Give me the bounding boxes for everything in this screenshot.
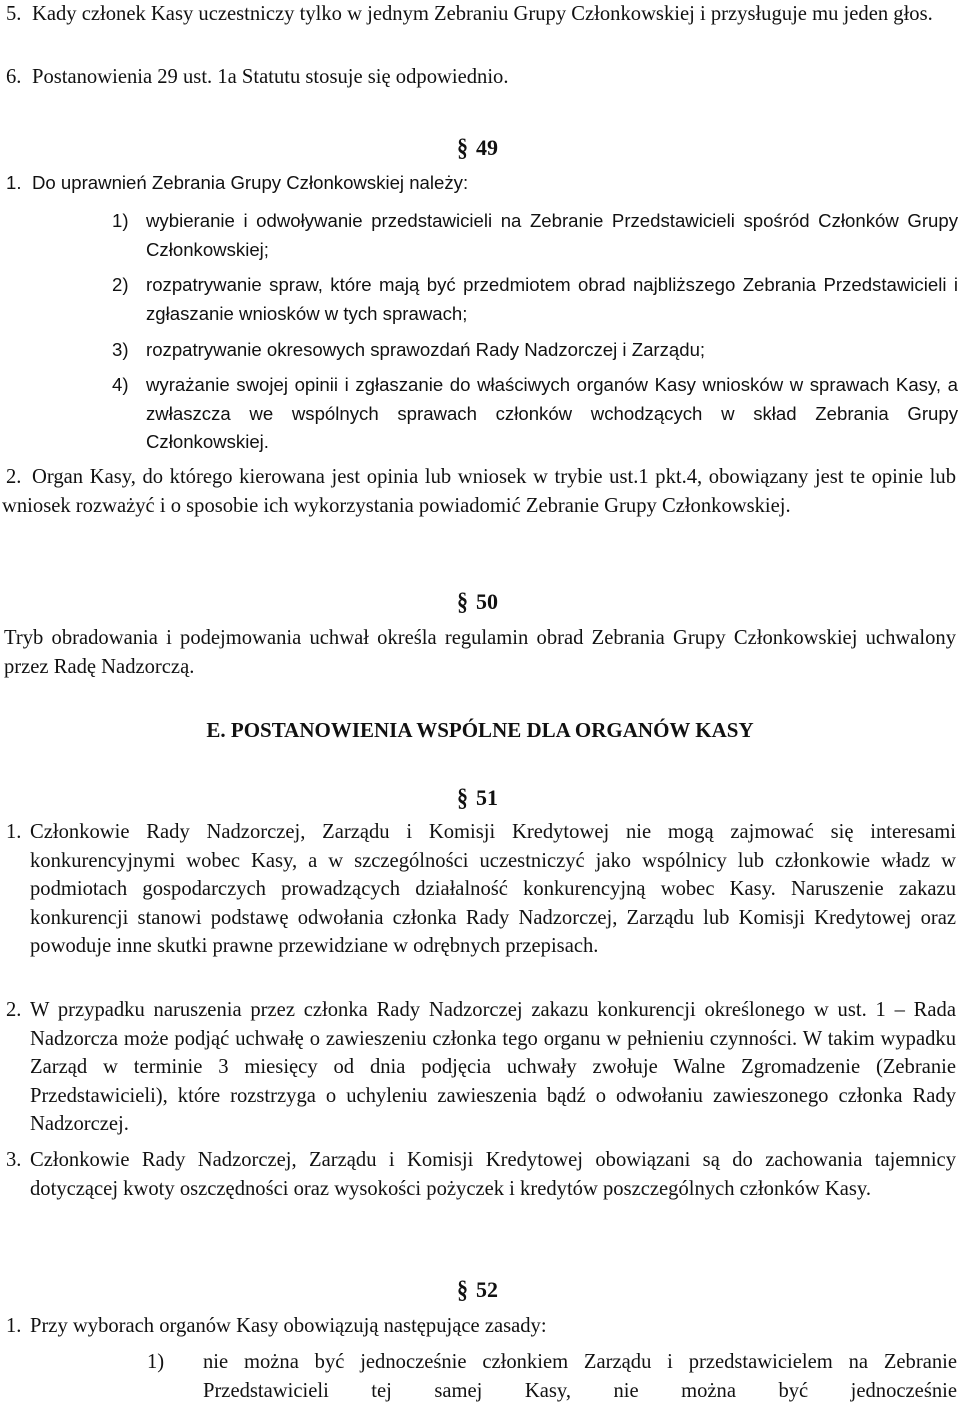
paragraph-number: 2. xyxy=(6,466,22,488)
s51-paragraph-1 xyxy=(6,818,956,961)
item-text: wybieranie i odwoływanie przedstawicieli na Zebranie Przedstawicieli spośród Członków Grupy Członkowskiej; xyxy=(146,210,958,260)
s50-paragraph: Tryb obradowania i podejmowania uchwał określa regulamin obrad Zebrania Grupy Członkowskiej uchwalony przez Radę Nadzorczą. xyxy=(4,627,956,678)
s51-paragraph-2 xyxy=(6,996,956,1139)
section-heading-49 xyxy=(457,134,498,163)
s49-paragraph-2 xyxy=(2,463,956,520)
paragraph-number: 1. xyxy=(6,172,22,193)
item-number: 4) xyxy=(112,374,129,395)
section-sign: § xyxy=(457,1275,468,1304)
item-number: 1) xyxy=(112,210,129,231)
paragraph-text: Przy wyborach organów Kasy obowiązują następujące zasady: xyxy=(30,1315,547,1337)
s49-item-1 xyxy=(112,207,958,264)
paragraph-text: Członkowie Rady Nadzorczej, Zarządu i Komisji Kredytowej obowiązani są do zachowania tajemnicy dotyczącej kwoty oszczędności oraz wysokości pożyczek i kredytów poszczególnych członków Kasy. xyxy=(30,1149,956,1200)
section-sign: § xyxy=(457,133,468,162)
item-number: 2) xyxy=(112,274,129,295)
s51-paragraph-3 xyxy=(6,1146,956,1203)
item-number: 1) xyxy=(147,1351,165,1373)
paragraph-number: 1. xyxy=(6,821,22,843)
paragraph-text: Do uprawnień Zebrania Grupy Członkowskiej należy: xyxy=(32,172,469,193)
section-number: 50 xyxy=(476,589,498,614)
paragraph-text: Członkowie Rady Nadzorczej, Zarządu i Komisji Kredytowej nie mogą zajmować się interesami konkurencyjnymi wobec Kasy, a w szczególności uczestniczyć jako wspólnicy lub członkowie władz w podmiotach gospodarczych prowadzących działalność konkurencyjną wobec Kasy. Naruszenie zakazu konkurencji stanowi podstawę odwołania członka Rady Nadzorczej, Zarządu lub Komisji Kredytowej oraz powoduje inne skutki prawne przewidziane w odrębnych przepisach. xyxy=(30,821,956,958)
paragraph-number: 5. xyxy=(6,3,22,25)
item-text: nie można być jednocześnie członkiem Zarządu i przedstawicielem na Zebranie Przedstawicieli tej samej Kasy, nie można być jednocześnie xyxy=(203,1351,957,1402)
s49-item-2 xyxy=(112,271,958,328)
section-heading-51 xyxy=(457,784,498,813)
section-sign: § xyxy=(457,783,468,812)
s52-paragraph-1 xyxy=(6,1312,956,1341)
item-text: rozpatrywanie okresowych sprawozdań Rady Nadzorczej i Zarządu; xyxy=(146,339,706,360)
section-sign: § xyxy=(457,587,468,616)
paragraph-text: Organ Kasy, do którego kierowana jest opinia lub wniosek w trybie ust.1 pkt.4, obowiązany jest te opinie lub wniosek rozważyć i o sposobie ich wykorzystania powiadomić Zebranie Grupy Członkowskiej. xyxy=(2,466,956,517)
item-text: wyrażanie swojej opinii i zgłaszanie do właściwych organów Kasy wniosków w sprawach Kasy, a zwłaszcza we wspólnych sprawach członków wchodzących w skład Zebrania Grupy Członkowskiej. xyxy=(146,374,958,453)
item-text: rozpatrywanie spraw, które mają być przedmiotem obrad najbliższego Zebrania Przedstawicieli i zgłaszanie wniosków w tych sprawach; xyxy=(146,274,958,324)
paragraph-5 xyxy=(6,0,956,29)
s52-item-1 xyxy=(147,1348,957,1405)
chapter-heading: E. POSTANOWIENIA WSPÓLNE DLA ORGANÓW KASY xyxy=(206,718,754,742)
section-heading-52 xyxy=(457,1276,498,1305)
item-number: 3) xyxy=(112,339,129,360)
section-number: 51 xyxy=(476,785,498,810)
paragraph-number: 3. xyxy=(6,1149,22,1171)
s49-paragraph-1 xyxy=(6,169,956,198)
s49-item-3 xyxy=(112,336,958,365)
paragraph-number: 1. xyxy=(6,1315,22,1337)
paragraph-text: Postanowienia 29 ust. 1a Statutu stosuje się odpowiednio. xyxy=(32,66,509,88)
paragraph-number: 6. xyxy=(6,66,22,88)
paragraph-text: W przypadku naruszenia przez członka Rady Nadzorczej zakazu konkurencji określonego w ust. 1 – Rada Nadzorcza może podjąć uchwałę o zawieszeniu członka tego organu w pełnieniu czynności. W takim wypadku Zarząd w terminie 3 miesięcy od dnia podjęcia uchwały zwołuje Walne Zgromadzenie (Zebranie Przedstawicieli), które rozstrzyga o uchyleniu zawieszenia bądź o odwołaniu zawieszonego członka Rady Nadzorczej. xyxy=(30,999,956,1136)
paragraph-text: Kady członek Kasy uczestniczy tylko w jednym Zebraniu Grupy Członkowskiej i przysługuje mu jeden głos. xyxy=(32,3,933,25)
paragraph-number: 2. xyxy=(6,999,22,1021)
section-number: 52 xyxy=(476,1277,498,1302)
s49-item-4 xyxy=(112,371,958,457)
paragraph-6 xyxy=(6,63,956,92)
section-number: 49 xyxy=(476,135,498,160)
section-heading-50 xyxy=(457,588,498,617)
